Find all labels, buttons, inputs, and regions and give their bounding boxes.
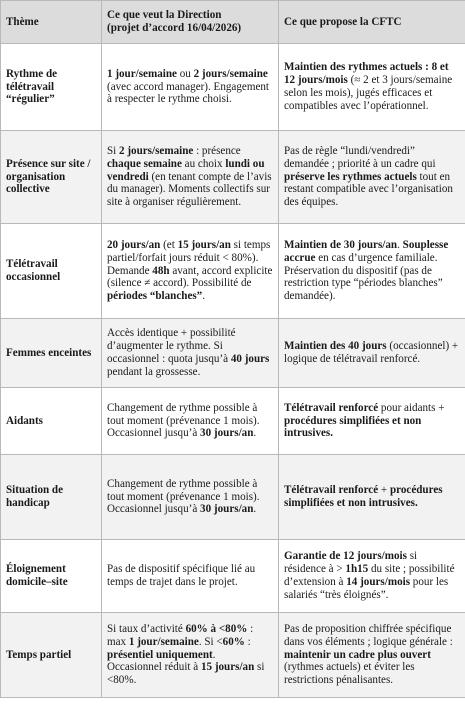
emphasis-text: 2 jours/semaine (193, 67, 268, 80)
theme-cell: Éloignement domicile–site (1, 540, 102, 613)
cell-text: si <80%. (107, 661, 265, 687)
cell-text: . (397, 238, 403, 251)
emphasis-text: présentiel uniquement (107, 648, 213, 661)
cell-text: Changement de rythme possible à tout moment (prévenance 1 mois). Occasionnel jusqu’à (107, 401, 260, 440)
direction-cell (102, 319, 279, 388)
cell-text: si temps partiel/forfait jours réduit < 80%). Demande (107, 238, 271, 277)
cell-text: Pas de proposition chiffrée spécifique dans vos éléments ; logique générale : (284, 622, 453, 648)
cell-text: (avec accord manager). Engagement à respecter le rythme choisi. (107, 80, 269, 106)
header-theme: Thème (1, 1, 102, 44)
theme-cell: Rythme de télétravail “régulier” (1, 44, 102, 131)
table-row (1, 319, 465, 388)
cell-text: Changement de rythme possible à tout moment (prévenance 1 mois). Occasionnel jusqu’à (107, 477, 260, 516)
direction-cell (102, 131, 279, 224)
emphasis-text: préserve les rythmes actuels (284, 170, 417, 183)
emphasis-text: 1 jour/semaine (107, 67, 177, 80)
emphasis-text: 30 jours/an (200, 427, 254, 440)
cell-text: . Si < (198, 635, 223, 648)
cell-text: (rythmes actuels) et éviter les restrictions pénalisantes. (284, 661, 415, 687)
table-row (1, 455, 465, 540)
emphasis-text: Garantie de 12 jours/mois (284, 550, 407, 563)
cftc-cell (279, 540, 465, 613)
cell-text: Si (107, 144, 120, 157)
emphasis-text: 30 jours/an (200, 503, 254, 516)
emphasis-text: chaque semaine (107, 157, 182, 170)
table-row (1, 44, 465, 131)
theme-cell: Femmes enceintes (1, 319, 102, 388)
emphasis-text: lundi ou vendredi (107, 157, 265, 183)
direction-cell (102, 44, 279, 131)
emphasis-text: Maintien des 40 jours (284, 340, 387, 353)
emphasis-text: 60% à <80% (185, 622, 248, 635)
emphasis-text: Télétravail renforcé (284, 484, 379, 497)
cell-text: : max (107, 622, 254, 648)
table-row (1, 224, 465, 319)
header-cftc: Ce que propose la CFTC (279, 1, 465, 44)
emphasis-text: procédures simplifiées et non intrusives. (284, 484, 443, 509)
cell-text: Pas de règle “lundi/vendredi” demandée ; priorité à un cadre qui (284, 144, 436, 170)
emphasis-text: Souplesse accrue (284, 238, 449, 264)
cell-text: (≈ 2 et 3 jours/semaine selon les mois), jugés efficaces et compatibles avec l’opérationnel. (284, 74, 453, 112)
table-row (1, 388, 465, 455)
cell-text: : (244, 635, 251, 648)
emphasis-text: périodes “blanches” (107, 290, 203, 303)
cell-text: ou (176, 67, 194, 80)
direction-cell (102, 540, 279, 613)
cell-text: en cas d’urgence familiale. Préservation du dispositif (pas de restriction type “périodes blanches” demandée). (284, 251, 443, 303)
cell-text: . (253, 427, 257, 440)
cftc-cell (279, 455, 465, 540)
cftc-cell (279, 388, 465, 455)
emphasis-text: 1 jour/semaine (128, 635, 199, 648)
table-row (1, 131, 465, 224)
header-direction-title: Ce que veut la Direction (107, 9, 222, 22)
table-row (1, 613, 465, 698)
cell-text: . Occasionnel réduit à (107, 648, 216, 674)
cell-text: pendant la grossesse. (107, 365, 201, 378)
header-row (1, 1, 465, 44)
cell-text: au choix (181, 157, 226, 170)
cftc-cell (279, 131, 465, 224)
emphasis-text: 14 jours/mois (346, 576, 411, 588)
emphasis-text: procédures simplifiées et non intrusives. (284, 414, 422, 440)
emphasis-text: 2 jours/semaine (119, 144, 194, 157)
direction-cell (102, 613, 279, 698)
direction-cell (102, 224, 279, 319)
emphasis-text: 1h15 (345, 563, 369, 576)
emphasis-text: 20 jours/an (107, 238, 161, 251)
theme-cell: Télétravail occasionnel (1, 224, 102, 319)
cftc-cell (279, 224, 465, 319)
cftc-cell (279, 319, 465, 388)
cell-text: si résidence à > (284, 550, 418, 576)
cell-text: . (202, 290, 206, 303)
emphasis-text: Maintien des rythmes actuels : 8 et 12 jours/mois (284, 61, 449, 87)
cell-text: avant, accord explicite (silence ≠ accord). Possibilité de (107, 264, 273, 290)
emphasis-text: Maintien de 30 jours/an (284, 238, 398, 251)
theme-cell: Situation de handicap (1, 455, 102, 540)
cell-text: (et (160, 238, 178, 251)
cell-text: : présence (193, 144, 241, 157)
direction-cell (102, 455, 279, 540)
cell-text: Si taux d’activité (107, 622, 186, 635)
cell-text: tout en restant compatible avec l’organisation des équipes. (284, 170, 453, 209)
cell-text: pour aidants + (378, 401, 445, 414)
theme-cell: Présence sur site / organisation collective (1, 131, 102, 224)
cell-text: + (378, 484, 390, 497)
cell-text: Pas de dispositif spécifique lié au temps de trajet dans le projet. (107, 563, 256, 588)
cftc-cell (279, 44, 465, 131)
table-row (1, 540, 465, 613)
cell-text: du site ; possibilité d’extension à (284, 563, 455, 588)
cell-text: Accès identique + possibilité d’augmenter le rythme. Si occasionnel : quota jusqu’à (107, 327, 236, 365)
cell-text: . (253, 503, 257, 516)
emphasis-text: 40 jours (230, 353, 270, 365)
theme-cell: Temps partiel (1, 613, 102, 698)
emphasis-text: 15 jours/an (200, 661, 255, 674)
cell-text: (en tenant compte de l’avis du manager). Moments collectifs sur site à organiser régulièrement. (107, 170, 272, 209)
header-direction (102, 1, 279, 44)
cell-text: (occasionnel) + logique de télétravail renforcé. (284, 340, 459, 365)
emphasis-text: maintenir un cadre plus ouvert (284, 648, 431, 661)
direction-cell (102, 388, 279, 455)
emphasis-text: 60% (222, 635, 245, 648)
theme-cell: Aidants (1, 388, 102, 455)
cell-text: pour les salariés “très éloignés”. (284, 576, 449, 601)
cftc-cell (279, 613, 465, 698)
emphasis-text: 15 jours/an (177, 238, 231, 251)
emphasis-text: 48h (152, 264, 170, 277)
emphasis-text: Télétravail renforcé (284, 401, 379, 414)
header-direction-subtitle: (projet d’accord 16/04/2026) (107, 22, 242, 34)
